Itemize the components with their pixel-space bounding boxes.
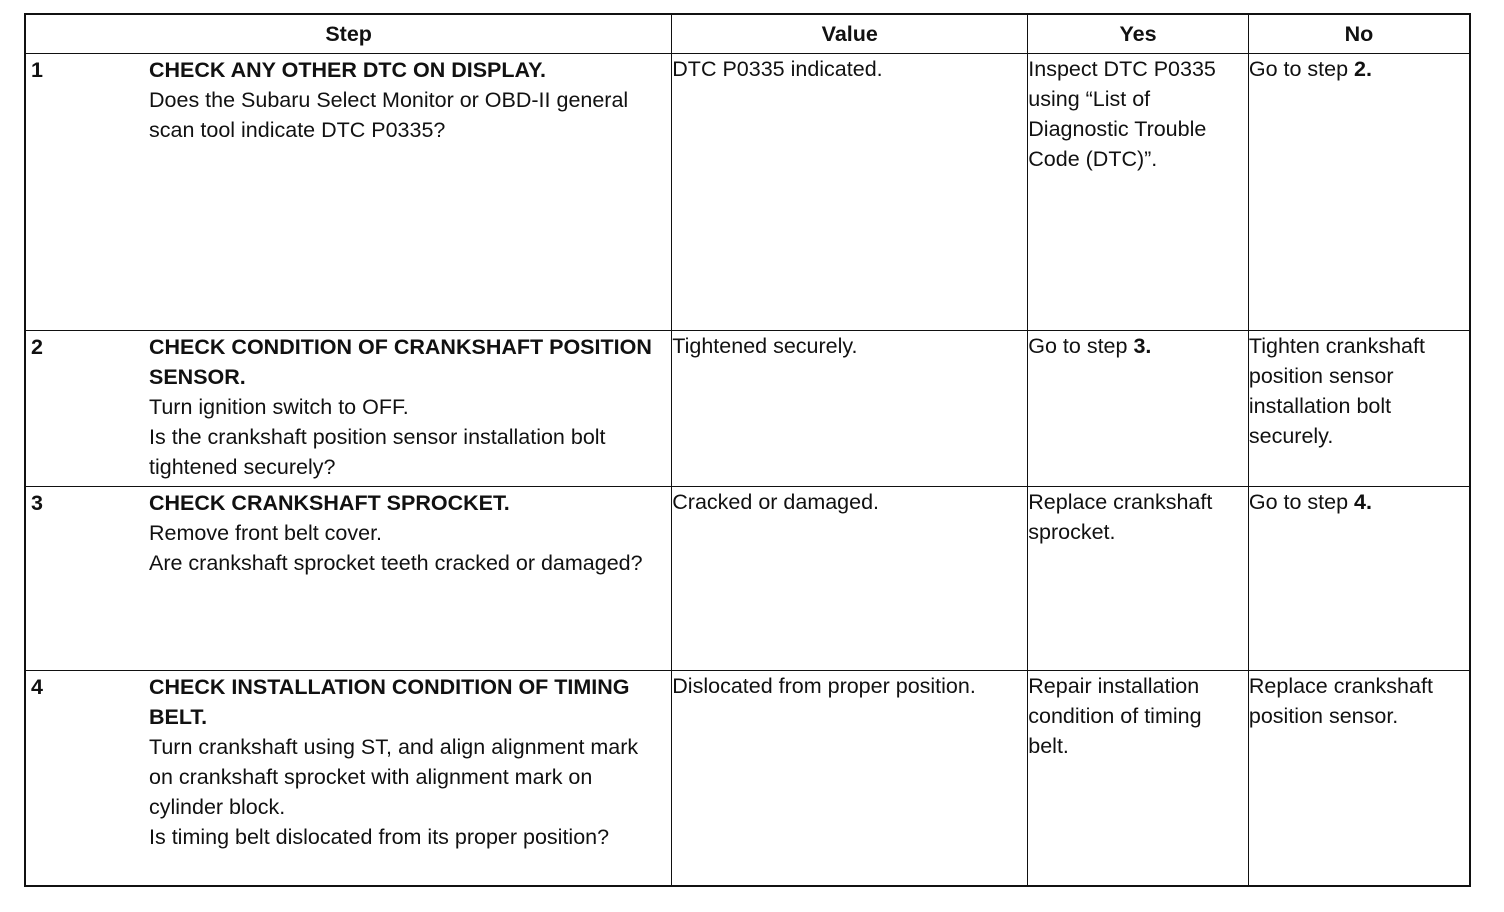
yes-text: Go to step — [1028, 334, 1134, 358]
step-text: Is timing belt dislocated from its proper position? — [149, 825, 610, 849]
diagnostic-table — [24, 13, 1471, 887]
table-row — [25, 331, 1470, 487]
header-step: Step — [25, 14, 672, 54]
header-no: No — [1248, 14, 1470, 54]
step-text: Remove front belt cover. — [149, 521, 383, 545]
table-row — [25, 487, 1470, 671]
step-cell — [25, 54, 672, 331]
yes-cell: Inspect DTC P0335 using “List of Diagnostic Trouble Code (DTC)”. — [1028, 54, 1249, 331]
no-cell — [1248, 54, 1470, 331]
no-cell — [1248, 487, 1470, 671]
step-title: CHECK CONDITION OF CRANKSHAFT POSITION SENSOR. — [149, 335, 652, 389]
yes-cell — [1028, 331, 1249, 487]
step-title: CHECK ANY OTHER DTC ON DISPLAY. — [149, 58, 547, 82]
value-cell: Cracked or damaged. — [672, 487, 1028, 671]
step-number: 3 — [31, 491, 43, 515]
step-body — [149, 54, 671, 145]
step-number: 2 — [31, 335, 43, 359]
header-row — [25, 14, 1470, 54]
no-text: Go to step — [1248, 490, 1355, 514]
value-cell: Dislocated from proper position. — [672, 671, 1028, 887]
value-cell: Tightened securely. — [672, 331, 1028, 487]
step-title: CHECK CRANKSHAFT SPROCKET. — [149, 491, 510, 515]
table-row — [25, 671, 1470, 887]
step-number: 1 — [31, 58, 43, 82]
step-body — [149, 671, 671, 852]
step-reference: 2. — [1354, 57, 1372, 81]
step-text: Is the crankshaft position sensor installation bolt tightened securely? — [149, 425, 606, 479]
header-yes: Yes — [1028, 14, 1249, 54]
step-cell — [25, 331, 672, 487]
yes-cell: Replace crankshaft sprocket. — [1028, 487, 1249, 671]
step-reference: 4. — [1354, 490, 1372, 514]
step-body — [149, 331, 671, 482]
step-text: Does the Subaru Select Monitor or OBD-II general scan tool indicate DTC P0335? — [149, 88, 629, 142]
step-cell — [25, 487, 672, 671]
header-value: Value — [672, 14, 1028, 54]
step-text: Are crankshaft sprocket teeth cracked or damaged? — [149, 551, 643, 575]
step-text: Turn ignition switch to OFF. — [149, 395, 409, 419]
yes-cell: Repair installation condition of timing belt. — [1028, 671, 1249, 887]
value-cell: DTC P0335 indicated. — [672, 54, 1028, 331]
step-number: 4 — [31, 675, 43, 699]
step-body — [149, 487, 671, 578]
no-cell: Replace crankshaft position sensor. — [1248, 671, 1470, 887]
step-text: Turn crankshaft using ST, and align alignment mark on crankshaft sprocket with alignment mark on cylinder block. — [149, 735, 639, 819]
no-text: Go to step — [1248, 57, 1355, 81]
table-row — [25, 54, 1470, 331]
step-reference: 3. — [1133, 334, 1152, 358]
step-title: CHECK INSTALLATION CONDITION OF TIMING BELT. — [149, 675, 630, 729]
step-cell — [25, 671, 672, 887]
no-cell: Tighten crankshaft position sensor installation bolt securely. — [1248, 331, 1470, 487]
